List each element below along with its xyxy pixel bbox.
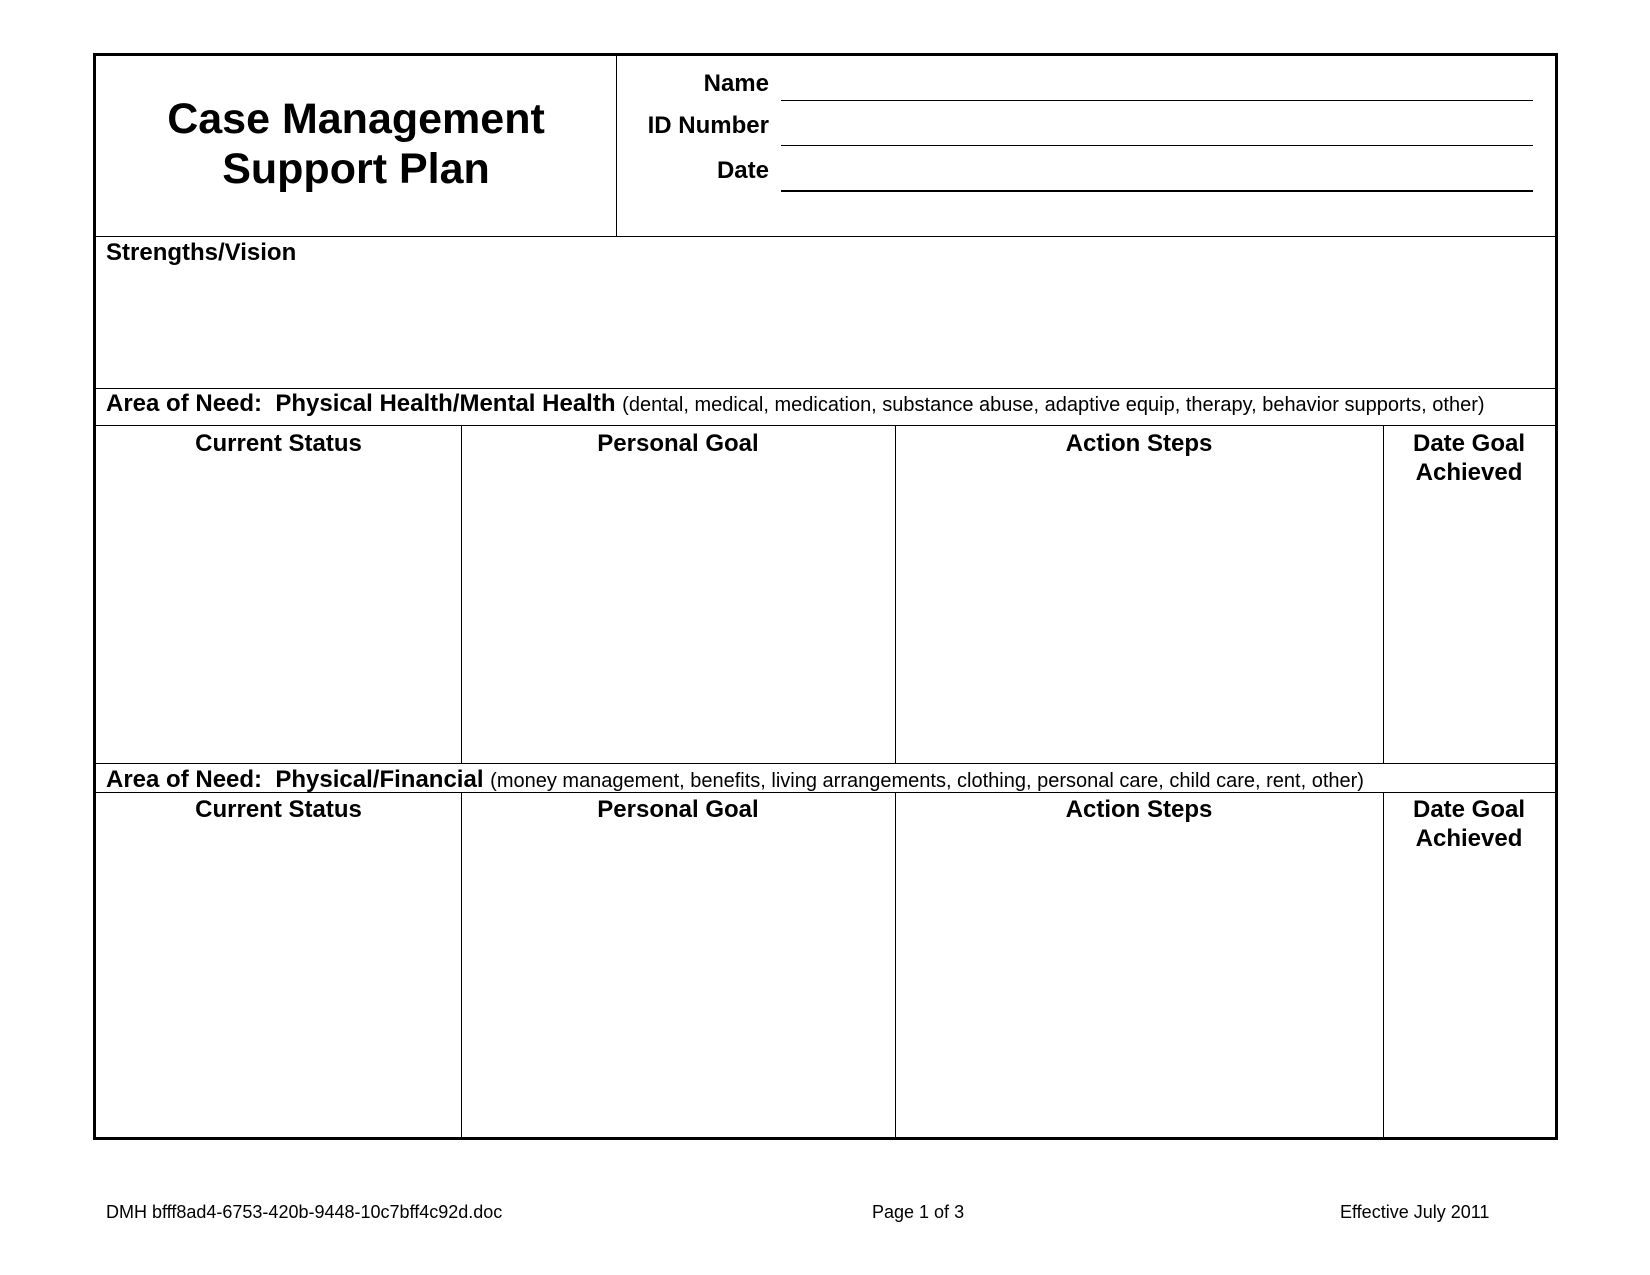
- section2-col-date-goal-line1: Date Goal: [1412, 796, 1526, 823]
- section1-col-date-goal-achieved: [1383, 429, 1555, 487]
- section2-current-status-cell[interactable]: [96, 828, 461, 1133]
- section2-col-current-status: Current Status: [195, 796, 362, 823]
- footer-effective-date: Effective July 2011: [1340, 1202, 1490, 1222]
- section2-action-steps-cell[interactable]: [895, 828, 1383, 1133]
- id-number-label: ID Number: [647, 112, 769, 139]
- form-title-line2: Support Plan: [222, 145, 490, 193]
- header-bottom-rule: [96, 236, 1555, 237]
- section1-title: Physical Health/Mental Health: [275, 390, 616, 417]
- section2-col-date-goal-line2: Achieved: [1415, 825, 1523, 852]
- date-label: Date: [716, 157, 769, 184]
- section1-date-achieved-cell[interactable]: [1383, 486, 1555, 761]
- name-label: Name: [703, 70, 769, 97]
- section1-col-action-steps: Action Steps: [1065, 430, 1213, 457]
- section1-current-status-cell[interactable]: [96, 461, 461, 761]
- section1-col-date-goal-line2: Achieved: [1415, 459, 1523, 486]
- strengths-vision-area[interactable]: [96, 266, 1555, 388]
- section2-col-personal-goal: Personal Goal: [597, 796, 759, 823]
- form-title-line1: Case Management: [167, 95, 545, 143]
- footer-doc-id: DMH bfff8ad4-6753-420b-9448-10c7bff4c92d.doc: [106, 1202, 503, 1222]
- section2-note: (money management, benefits, living arrangements, clothing, personal care, child care, rent, other): [490, 770, 1364, 792]
- footer-page-number: Page 1 of 3: [872, 1202, 965, 1222]
- section1-top-rule: [96, 388, 1555, 389]
- form-title: [136, 94, 576, 194]
- section1-prefix: Area of Need:: [106, 390, 263, 417]
- section2-header-rule: [96, 792, 1555, 793]
- strengths-vision-label: Strengths/Vision: [106, 239, 297, 266]
- section1-action-steps-cell[interactable]: [895, 461, 1383, 761]
- section2-title: Physical/Financial: [275, 766, 484, 793]
- section2-col-date-goal-achieved: [1383, 795, 1555, 853]
- section2-date-achieved-cell[interactable]: [1383, 856, 1555, 1133]
- section1-col-current-status: Current Status: [195, 430, 362, 457]
- section1-personal-goal-cell[interactable]: [461, 461, 895, 761]
- section1-note: (dental, medical, medication, substance abuse, adaptive equip, therapy, behavior supports, other): [622, 394, 1485, 416]
- section2-prefix: Area of Need:: [106, 766, 263, 793]
- section2-top-rule: [96, 763, 1555, 764]
- section2-col-action-steps: Action Steps: [1065, 796, 1213, 823]
- section1-col-date-goal-line1: Date Goal: [1412, 430, 1526, 457]
- section1-header-rule: [96, 425, 1555, 426]
- date-field[interactable]: [781, 190, 1533, 192]
- name-field[interactable]: [781, 100, 1533, 101]
- section2-personal-goal-cell[interactable]: [461, 828, 895, 1133]
- id-number-field[interactable]: [781, 145, 1533, 146]
- section2-heading: [106, 766, 1364, 794]
- section1-col-personal-goal: Personal Goal: [597, 430, 759, 457]
- section1-heading: [106, 390, 1485, 418]
- support-plan-form: [93, 53, 1558, 1140]
